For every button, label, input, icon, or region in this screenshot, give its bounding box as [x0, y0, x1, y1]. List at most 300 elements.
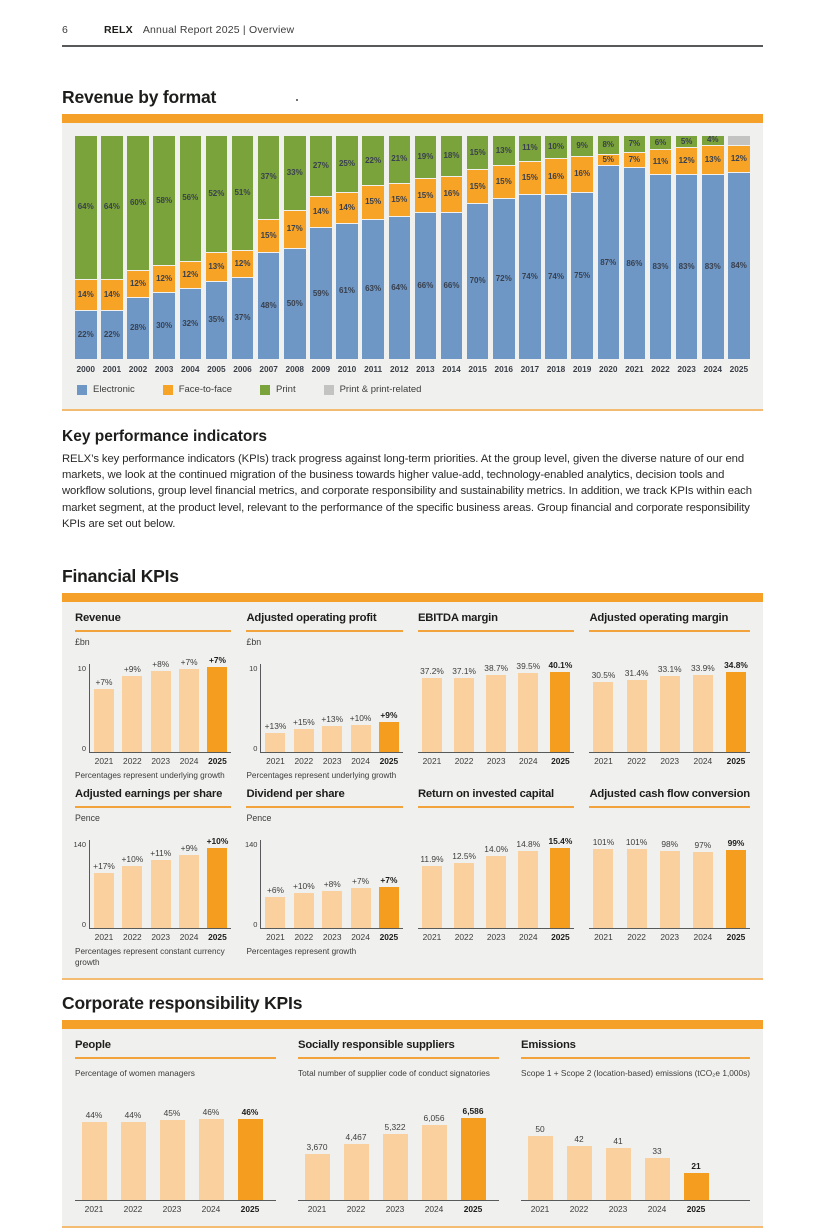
kpi-year-label: 2022 [346, 1204, 366, 1215]
segment-value-label: 64% [391, 283, 408, 293]
kpi-bar [121, 1122, 146, 1200]
kpi-year-label: 2025 [726, 932, 746, 943]
legend-swatch [324, 385, 334, 395]
segment-value-label: 15% [521, 172, 538, 182]
stacked-year-label: 2008 [285, 364, 304, 374]
kpi-bar-item [92, 861, 116, 928]
stacked-segment-face-to-face [206, 252, 228, 281]
kpi-bar-item [177, 657, 201, 752]
kpi-bar [550, 672, 570, 752]
kpi-year-label: 2024 [518, 756, 538, 767]
kpi-bar-label: 41 [613, 1136, 623, 1147]
stacked-segment-print [101, 136, 123, 279]
segment-value-label: 27% [312, 161, 329, 171]
kpi-bar-label: 38.7% [484, 663, 509, 674]
kpi-footnote: Percentages represent constant currency growth [75, 947, 225, 967]
page-header [62, 24, 763, 47]
kpi-title-underline [589, 630, 750, 632]
stacked-bar [153, 136, 175, 359]
kpi-bar-label: 39.5% [516, 661, 541, 672]
kpi-axis-unit: Pence [246, 813, 272, 824]
kpi-bar [567, 1146, 592, 1200]
segment-value-label: 15% [495, 177, 512, 187]
stacked-segment-print [519, 136, 541, 161]
kpi-year-labels [75, 1204, 276, 1214]
segment-value-label: 12% [678, 156, 695, 166]
kpi-year-label: 2022 [454, 756, 474, 767]
kpi-bar-item [292, 717, 316, 752]
kpi-bar-label: +11% [150, 848, 172, 859]
stacked-bar [728, 136, 750, 359]
segment-value-label: 12% [129, 278, 146, 288]
kpi-bar-label: +6% [266, 885, 284, 896]
kpi-bar-item [120, 664, 144, 752]
kpi-year-label: 2022 [569, 1204, 589, 1215]
kpi-y-max: 140 [73, 840, 86, 850]
kpi-bar-label: 99% [727, 838, 745, 849]
stacked-segment-print [336, 136, 358, 192]
stacked-segment-face-to-face [232, 250, 254, 277]
kpi-bar-item [691, 840, 715, 928]
kpi-bar [461, 1118, 486, 1200]
kpi-bar-item [263, 721, 287, 752]
stacked-segment-print [310, 136, 332, 196]
kpi-year-label: 2024 [179, 932, 199, 943]
segment-value-label: 14% [77, 289, 94, 299]
kpi-bar [422, 866, 442, 928]
segment-value-label: 14% [103, 289, 120, 299]
stacked-segment-print [702, 136, 724, 145]
kpi-bar [660, 851, 680, 928]
segment-value-label: 4% [706, 135, 719, 145]
stacked-year-label: 2023 [677, 364, 696, 374]
segment-value-label: 13% [704, 154, 721, 164]
kpi-bar-label: +10% [349, 713, 372, 724]
stacked-bar [467, 136, 489, 359]
orange-rule-thick [62, 1020, 763, 1029]
stacked-segment-face-to-face [728, 145, 750, 172]
legend-swatch [163, 385, 173, 395]
segment-value-label: 16% [443, 189, 460, 199]
stacked-segment-face-to-face [493, 165, 515, 198]
kpi-bar [726, 850, 746, 928]
kpi-year-label: 2022 [454, 932, 474, 943]
kpi-y-min: 0 [81, 920, 86, 930]
kpi-year-label: 2025 [551, 932, 570, 943]
stacked-bar [441, 136, 463, 359]
stray-dot-artifact [296, 99, 298, 101]
kpi-bar-label: 37.2% [420, 666, 444, 677]
stacked-segment-print [650, 136, 672, 149]
kpi-year-label: 2021 [422, 756, 442, 767]
kpi-bar-item [516, 839, 540, 928]
stacked-segment-face-to-face [75, 279, 97, 310]
kpi-year-labels [589, 756, 750, 766]
kpi-title-underline [298, 1057, 499, 1059]
stacked-bar [232, 136, 254, 359]
kpi-bar [265, 733, 285, 752]
kpi-bar [518, 851, 538, 928]
kpi-bar-item [92, 677, 116, 752]
kpi-bar [693, 675, 713, 752]
kpi-bar-item [591, 837, 615, 928]
segment-value-label: 83% [704, 261, 721, 271]
kpi-bar-label: 14.8% [516, 839, 541, 850]
stacked-segment-electronic [493, 198, 515, 359]
kpi-bar-label: 45% [163, 1108, 181, 1119]
kpi-title-underline [75, 1057, 276, 1059]
segment-value-label: 70% [469, 276, 486, 286]
kpi-year-label: 2021 [266, 756, 285, 767]
stacked-bar [75, 136, 97, 359]
kpi-intro-title: Key performance indicators [62, 428, 268, 445]
kpi-bar [379, 722, 399, 752]
kpi-year-label: 2022 [294, 932, 314, 943]
stacked-bar [310, 136, 332, 359]
kpi-chart-return-on-invested-capital [418, 788, 574, 968]
kpi-bar-item [349, 713, 373, 752]
kpi-year-label: 2023 [322, 756, 342, 767]
stacked-year-label: 2021 [625, 364, 644, 374]
stacked-bar [493, 136, 515, 359]
kpi-footnote [589, 947, 750, 958]
stacked-year-label: 2001 [102, 364, 122, 374]
segment-value-label: 87% [600, 257, 617, 267]
stacked-segment-face-to-face [624, 152, 646, 168]
segment-value-label: 58% [156, 195, 173, 205]
stacked-year-label: 2022 [651, 364, 670, 374]
kpi-y-axis [246, 840, 261, 929]
kpi-chart-emissions [521, 1039, 750, 1214]
segment-value-label: 75% [574, 270, 591, 280]
kpi-bar [486, 675, 506, 752]
kpi-year-label: 2025 [208, 756, 227, 767]
legend-label: Electronic [93, 384, 135, 395]
kpi-bar [351, 725, 371, 752]
kpi-year-label: 2023 [385, 1204, 405, 1215]
stacked-bar [284, 136, 306, 359]
kpi-title-underline [246, 630, 402, 632]
kpi-bar [684, 1173, 709, 1200]
kpi-bar-item [658, 664, 682, 752]
kpi-bar-label: +7% [180, 657, 198, 668]
stacked-segment-electronic [650, 174, 672, 359]
kpi-chart-socially-responsible-suppliers [298, 1039, 499, 1214]
kpi-intro-body: RELX’s key performance indicators (KPIs) track progress against long-term priorities. At the group level, given the diverse nature of our end markets, we look at the continued migration of the business towards higher value-add, technology-enabled analytics, decision tools and workflow solutions, group level financial metrics, and corporate responsibility and sustainability metrics. In addition, we track KPIs within each market segment, at the product level, relevant to the performance of the specific business areas. Group financial and corporate responsibility KPIs are set out below. [62, 453, 752, 530]
kpi-bar-label: 11.9% [420, 854, 444, 865]
stacked-segment-face-to-face [180, 261, 202, 288]
segment-value-label: 7% [628, 154, 641, 164]
kpi-bar-item [484, 844, 508, 928]
kpi-bar-item [120, 854, 144, 928]
segment-value-label: 15% [260, 230, 277, 240]
kpi-bar [726, 672, 746, 752]
kpi-year-label: 2021 [594, 932, 613, 943]
segment-value-label: 22% [77, 329, 94, 339]
kpi-plot-row [418, 825, 574, 929]
stacked-segment-face-to-face [571, 156, 593, 192]
segment-value-label: 16% [574, 169, 591, 179]
stacked-segment-electronic [728, 172, 750, 359]
stacked-segment-electronic [180, 288, 202, 359]
segment-value-label: 37% [234, 313, 251, 323]
kpi-bar [179, 855, 199, 928]
kpi-bar [122, 676, 142, 752]
stacked-segment-electronic [284, 248, 306, 360]
kpi-bar-label: +7% [208, 655, 226, 666]
stacked-bar [362, 136, 384, 359]
kpi-bar-item [320, 714, 344, 752]
kpi-axis-unit: Pence [75, 813, 100, 824]
kpi-bar [179, 669, 199, 752]
segment-value-label: 74% [547, 271, 564, 281]
legend-item [260, 384, 296, 395]
kpi-bar-item [458, 1106, 488, 1200]
kpi-bar-label: +7% [380, 875, 398, 886]
stacked-segment-electronic [441, 212, 463, 359]
kpi-chart-title: Dividend per share [246, 788, 345, 801]
kpi-bar [322, 891, 342, 928]
segment-value-label: 17% [286, 224, 303, 234]
legend-label: Face-to-face [178, 384, 233, 395]
legend-item [324, 384, 422, 395]
kpi-bar [294, 729, 314, 752]
kpi-plot-row [75, 1089, 276, 1201]
kpi-year-label: 2023 [486, 756, 506, 767]
kpi-year-label: 2022 [627, 756, 646, 767]
segment-value-label: 61% [338, 286, 355, 296]
kpi-bar-label: 30.5% [591, 670, 616, 681]
stacked-bar [415, 136, 437, 359]
kpi-plot-row [298, 1089, 499, 1201]
kpi-footnote: Percentages represent growth [246, 947, 357, 957]
kpi-chart-title: Revenue [75, 612, 121, 625]
kpi-bar-label: 44% [124, 1110, 142, 1121]
kpi-year-label: 2024 [351, 756, 370, 767]
kpi-year-label: 2023 [608, 1204, 628, 1215]
kpi-y-max: 10 [249, 664, 258, 674]
kpi-bar-item [263, 885, 287, 928]
stacked-bar [389, 136, 411, 359]
stacked-segment-electronic [153, 292, 175, 359]
kpi-bar-label: 50 [535, 1124, 545, 1135]
kpi-bar-label: 33 [652, 1146, 662, 1157]
kpi-bar-item [625, 668, 649, 752]
stacked-segment-electronic [101, 310, 123, 359]
stacked-segment-print [258, 136, 280, 219]
kpi-y-min: 0 [253, 744, 258, 754]
kpi-bar-label: 33.1% [657, 664, 682, 675]
kpi-title-underline [418, 806, 574, 808]
segment-value-label: 66% [443, 280, 460, 290]
kpi-y-axis [246, 664, 261, 753]
kpi-bar-item [118, 1110, 148, 1200]
kpi-year-label: 2025 [240, 1204, 260, 1215]
segment-value-label: 11% [652, 157, 669, 167]
kpi-year-label: 2025 [551, 756, 570, 767]
segment-value-label: 51% [234, 187, 251, 197]
kpi-plot-row [246, 825, 402, 929]
revenue-by-format-section [62, 87, 763, 411]
segment-value-label: 83% [652, 261, 669, 271]
kpi-bar [606, 1148, 631, 1200]
kpi-bar-label: 42 [574, 1134, 584, 1145]
kpi-bar [94, 873, 114, 928]
kpi-chart-title: Emissions [521, 1039, 576, 1052]
kpi-year-label: 2024 [693, 932, 713, 943]
kpi-bar [518, 673, 538, 752]
kpi-bar [351, 888, 371, 928]
segment-value-label: 37% [260, 172, 277, 182]
kpi-bar-label: +10% [206, 836, 229, 847]
kpi-bar [645, 1158, 670, 1200]
stacked-year-label: 2017 [520, 364, 540, 374]
kpi-bar-item [516, 661, 540, 752]
kpi-title-underline [589, 806, 750, 808]
kpi-chart-title: Return on invested capital [417, 788, 554, 801]
kpi-footnote [418, 947, 574, 958]
kpi-bar-item [157, 1108, 187, 1200]
kpi-bar [627, 680, 647, 752]
report-title: Annual Report 2025 | Overview [142, 24, 295, 36]
kpi-bar [454, 863, 474, 928]
kpi-bar [593, 682, 613, 752]
kpi-bars [589, 825, 750, 929]
stacked-segment-print [284, 136, 306, 210]
kpi-year-label: 2021 [594, 756, 613, 767]
kpi-bar [207, 667, 227, 752]
kpi-bar-label: +9% [123, 664, 141, 675]
kpi-bar-label: 37.1% [452, 666, 476, 677]
kpi-bars [90, 649, 231, 753]
stacked-segment-print [415, 136, 437, 178]
kpi-bars [298, 1089, 499, 1201]
stacked-year-label: 2010 [337, 364, 357, 374]
stacked-bar [598, 136, 620, 359]
stacked-year-label: 2004 [181, 364, 200, 374]
segment-value-label: 21% [391, 154, 408, 164]
segment-value-label: 13% [495, 145, 512, 155]
kpi-plot-row [521, 1089, 750, 1201]
kpi-bar [693, 852, 713, 928]
kpi-year-label: 2022 [123, 756, 142, 767]
kpi-chart-adjusted-earnings-per-share [75, 788, 231, 968]
stacked-segment-face-to-face [362, 185, 384, 218]
kpi-chart-title: Adjusted cash flow conversion [589, 788, 750, 801]
segment-value-label: 50% [286, 298, 303, 308]
stacked-segment-face-to-face [336, 192, 358, 223]
kpi-bar-label: +10% [121, 854, 144, 865]
kpi-year-label: 2023 [660, 756, 680, 767]
kpi-bar-label: +7% [95, 677, 113, 688]
stacked-segment-electronic [624, 167, 646, 359]
stacked-segment-print [571, 136, 593, 156]
kpi-year-label: 2025 [379, 932, 399, 943]
kpi-year-label: 2023 [151, 756, 171, 767]
kpi-bar [486, 856, 506, 928]
kpi-chart-title: People [75, 1039, 111, 1052]
kpi-plot-row [589, 825, 750, 929]
segment-value-label: 28% [129, 323, 146, 333]
stacked-year-label: 2018 [546, 364, 566, 374]
kpi-footnote [589, 771, 750, 782]
kpi-bar-item [525, 1124, 555, 1200]
kpi-bar-item [420, 666, 444, 752]
stacked-year-label: 2014 [442, 364, 461, 374]
segment-value-label: 86% [626, 258, 643, 268]
kpi-year-label: 2024 [201, 1204, 221, 1215]
kpi-bar-label: 98% [661, 839, 679, 850]
kpi-year-label: 2021 [266, 932, 285, 943]
stacked-year-label: 2009 [311, 364, 331, 374]
stacked-segment-electronic [598, 165, 620, 359]
segment-value-label: 56% [182, 193, 199, 203]
kpi-bar [294, 893, 314, 928]
stacked-chart-years [75, 364, 750, 374]
kpi-chart-adjusted-cash-flow-conversion [589, 788, 750, 968]
kpi-bar [454, 678, 474, 752]
kpi-year-label: 2022 [123, 1204, 143, 1215]
kpi-axis-unit [589, 637, 750, 649]
legend-swatch [77, 385, 87, 395]
kpi-title-underline [75, 806, 231, 808]
stacked-segment-face-to-face [284, 210, 306, 248]
stacked-segment-print [598, 136, 620, 154]
segment-value-label: 48% [260, 300, 277, 310]
stacked-segment-print [467, 136, 489, 169]
kpi-bar-label: 44% [85, 1110, 103, 1121]
stacked-year-label: 2005 [207, 364, 226, 374]
kpi-bar [94, 689, 114, 752]
kpi-chart-title: EBITDA margin [417, 612, 498, 625]
segment-value-label: 52% [208, 188, 225, 198]
segment-value-label: 60% [129, 197, 146, 207]
kpi-bar-item [79, 1110, 109, 1200]
kpi-bar [238, 1119, 263, 1200]
kpi-chart-title: Adjusted operating margin [589, 612, 729, 625]
stacked-year-label: 2024 [703, 364, 722, 374]
kpi-year-label: 2024 [424, 1204, 444, 1215]
stacked-segment-face-to-face [389, 183, 411, 216]
kpi-bar [322, 726, 342, 752]
kpi-bar-item [548, 836, 572, 928]
stacked-segment-print [493, 136, 515, 165]
stacked-bar [519, 136, 541, 359]
page-number: 6 [62, 24, 69, 36]
stacked-year-label: 2019 [572, 364, 592, 374]
stacked-bar [676, 136, 698, 359]
segment-value-label: 72% [495, 274, 512, 284]
stacked-year-label: 2020 [599, 364, 618, 374]
kpi-bars [90, 825, 231, 929]
section-title-financial-kpis: Financial KPIs [62, 566, 179, 587]
kpi-bar-label: 12.5% [452, 851, 476, 862]
kpi-bar-item [177, 843, 201, 928]
kpi-bar-item [205, 836, 229, 928]
segment-value-label: 5% [602, 154, 615, 164]
segment-value-label: 22% [365, 155, 382, 165]
kpi-axis-unit [418, 637, 574, 649]
kpi-bar-label: +10% [293, 881, 315, 892]
financial-kpis-section [62, 566, 763, 980]
kpi-plot-row [246, 649, 402, 753]
segment-value-label: 13% [208, 261, 225, 271]
kpi-bar [122, 866, 142, 928]
stacked-segment-print [441, 136, 463, 176]
kpi-bars [418, 649, 574, 753]
kpi-year-label: 2024 [179, 756, 199, 767]
kpi-bar-item [591, 670, 615, 752]
